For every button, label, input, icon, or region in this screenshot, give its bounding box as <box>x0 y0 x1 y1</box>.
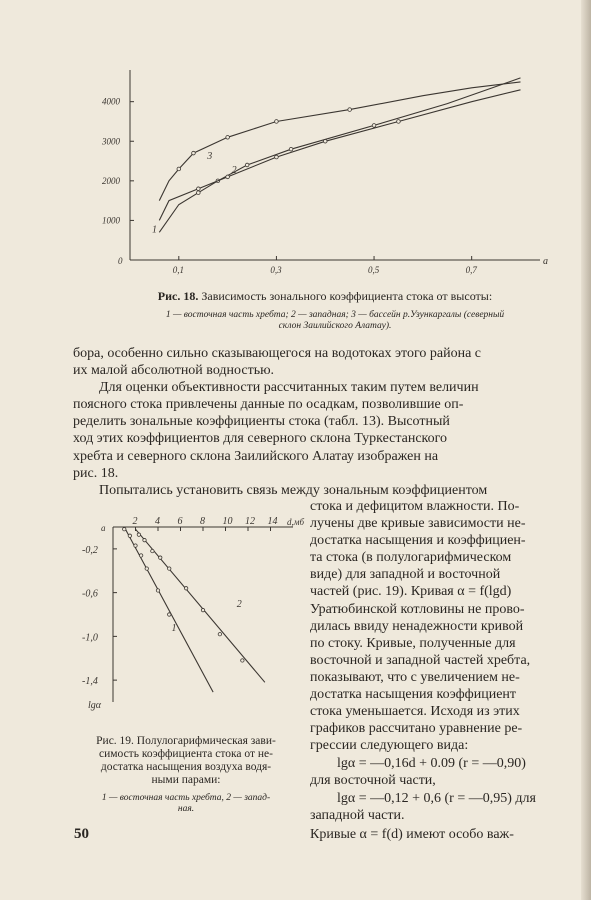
fig18-caption-number: Рис. 18. <box>157 289 199 303</box>
series-2-point <box>289 147 293 151</box>
text-line: западной части. <box>310 808 405 823</box>
x-tick-label: 0,1 <box>172 265 185 275</box>
series-3-point <box>275 155 279 159</box>
text-line: грессии следующего вида: <box>310 738 469 754</box>
x-tick-label: 4 <box>155 516 160 527</box>
text-line: графиков рассчитано уравнение ре- <box>310 721 523 737</box>
fig19-labels <box>82 516 304 711</box>
series-1-point <box>275 120 279 124</box>
series-3-point <box>226 175 230 179</box>
series-1-point <box>226 135 230 139</box>
text-line: для восточной части, <box>310 773 436 788</box>
text-line: частей (рис. 19). Кривая α = f(lgd) <box>310 584 512 600</box>
series-1-point <box>177 167 181 171</box>
figure-19-chart <box>80 515 310 720</box>
text-line: восточной и западной частей хребта, <box>310 652 531 668</box>
x-tick-label: 0,5 <box>368 265 380 275</box>
y-tick-label: 1000 <box>102 215 120 226</box>
equation-1: lgα = —0,16d + 0.09 (r = —0,90) <box>337 756 526 771</box>
fig19-legend-line: 1 — восточная часть хребта, 2 — запад- <box>101 793 271 803</box>
text-line: хребта и северного склона Заилийского Алатау изображен на <box>73 448 439 464</box>
series-2-point <box>151 549 154 552</box>
series-1-line <box>124 527 213 692</box>
y-tick-label: 2000 <box>102 175 120 186</box>
series-2-point <box>241 659 244 662</box>
text-line: показывают, что с увеличением не- <box>310 669 520 685</box>
series-2-line <box>136 529 265 682</box>
text-line: дилась ввиду ненадежности кривой <box>310 618 524 634</box>
fig19-legend-line: ная. <box>177 804 195 814</box>
series-2-point <box>372 124 376 128</box>
text-line: Кривые α = f(d) имеют особо важ- <box>310 827 514 842</box>
series-1-point <box>123 527 126 530</box>
figure-18-chart <box>100 55 560 280</box>
series-2-point <box>201 608 204 611</box>
series-3-line <box>159 90 520 221</box>
text-line: достатка насыщения коэффициент <box>310 687 517 703</box>
series-label-3: 3 <box>207 151 213 163</box>
series-2-point <box>143 538 146 541</box>
text-line: ход этих коэффициентов для северного склона Туркестанского <box>73 431 448 447</box>
fig18-legend <box>95 310 575 332</box>
x-tick-label: 8 <box>200 516 205 527</box>
y-tick-label: 3000 <box>102 136 120 147</box>
x-tick-label: 2 <box>132 516 138 527</box>
text-line: достатка насыщения и коэффициен- <box>310 533 526 549</box>
fig19-series <box>123 527 265 692</box>
fig19-caption-line: симость коэффициента стока от не- <box>99 748 273 760</box>
series-1-point <box>348 108 352 112</box>
text-line: их малой абсолютной водностью. <box>73 363 275 379</box>
y-axis-label: lgα <box>88 700 102 711</box>
x-tick-label: 14 <box>267 516 278 527</box>
x-tick-label: 0,7 <box>465 265 477 275</box>
text-line: лучены две кривые зависимости не- <box>310 516 526 532</box>
series-2-point <box>245 163 249 167</box>
fig18-legend-line: склон Заилийского Алатау). <box>278 321 392 331</box>
series-2-point <box>184 587 187 590</box>
body-text-right-column <box>310 498 583 754</box>
text-line: ределить зональные коэффициенты стока (табл. 13). Высотный <box>73 414 450 430</box>
series-3-point <box>323 139 327 143</box>
origin-label: 0 <box>118 256 123 266</box>
text-line: Для оценки объективности рассчитанных таким путем величин <box>99 380 479 396</box>
series-1-point <box>192 151 196 155</box>
series-label-1: 1 <box>151 224 157 236</box>
series-label-2: 2 <box>231 164 237 176</box>
fig18-series <box>159 78 520 232</box>
series-1-point <box>156 589 159 592</box>
x-tick-label: 10 <box>222 516 233 527</box>
series-2-point <box>137 533 140 536</box>
fig18-caption-text: Зависимость зонального коэффициента стока от высоты: <box>201 289 493 303</box>
series-2-point <box>159 556 162 559</box>
fig19-caption-line: достатка насыщения воздуха водя- <box>100 761 272 773</box>
series-3-point <box>197 187 201 191</box>
series-1-point <box>128 534 131 537</box>
x-tick-label: 0,3 <box>270 265 282 275</box>
series-2-line <box>159 78 520 232</box>
fig19-legend <box>72 793 300 815</box>
fig18-axes <box>130 70 540 260</box>
y-tick-label: -1,4 <box>82 676 98 688</box>
series-2-point <box>168 567 171 570</box>
fig19-caption-line: Рис. 19. Полулогарифмическая зави- <box>96 735 276 747</box>
page-number: 50 <box>74 826 89 842</box>
fig19-caption <box>72 735 300 787</box>
series-1-point <box>168 613 171 616</box>
y-tick-label: 4000 <box>102 96 120 107</box>
series-label-1: 1 <box>171 622 177 634</box>
text-line: стока уменьшается. Исходя из этих <box>310 704 520 720</box>
series-2-point <box>218 632 221 635</box>
equation-2: lgα = —0,12 + 0,6 (r = —0,95) для <box>337 791 536 806</box>
text-line: стока и дефицитом влажности. По- <box>310 499 520 514</box>
y-tick-label: -1,0 <box>82 632 98 644</box>
x-tick-label: 6 <box>177 516 183 527</box>
series-2-point <box>197 191 201 195</box>
fig18-labels <box>101 97 548 275</box>
text-line: поясного стока привлечены данные по осадкам, позволившие оп- <box>73 397 464 413</box>
y-tick-label: -0,2 <box>82 544 98 556</box>
text-line: по стоку. Кривые, полученные для <box>310 635 516 651</box>
x-tick-label: 12 <box>245 516 255 527</box>
fig19-axes <box>113 527 293 702</box>
series-label-2: 2 <box>236 598 242 610</box>
body-text-top <box>73 345 583 499</box>
series-3-point <box>397 120 401 124</box>
text-line: Уратюбинской котловины не прово- <box>310 601 525 617</box>
series-1-point <box>134 544 137 547</box>
origin-label: a <box>101 523 106 533</box>
series-1-point <box>139 554 142 557</box>
fig18-legend-line: 1 — восточная часть хребта; 2 — западная; 3 — бассейн р.Узункаргалы (северный <box>165 310 505 320</box>
fig18-caption <box>95 289 555 303</box>
text-line: рис. 18. <box>73 465 119 481</box>
series-1-point <box>145 567 148 570</box>
text-line: та стока (в полулогарифмическом <box>310 550 512 566</box>
text-line: бора, особенно сильно сказывающегося на водотоках этого района с <box>73 346 482 361</box>
x-axis-label: a <box>543 256 548 267</box>
x-axis-label: d,мб <box>287 517 305 527</box>
fig19-caption-line: ными парами: <box>151 774 221 786</box>
text-line: виде) для западной и восточной <box>310 567 501 583</box>
y-tick-label: -0,6 <box>82 588 98 600</box>
text-line: Попытались установить связь между зональным коэффициентом <box>99 482 488 498</box>
